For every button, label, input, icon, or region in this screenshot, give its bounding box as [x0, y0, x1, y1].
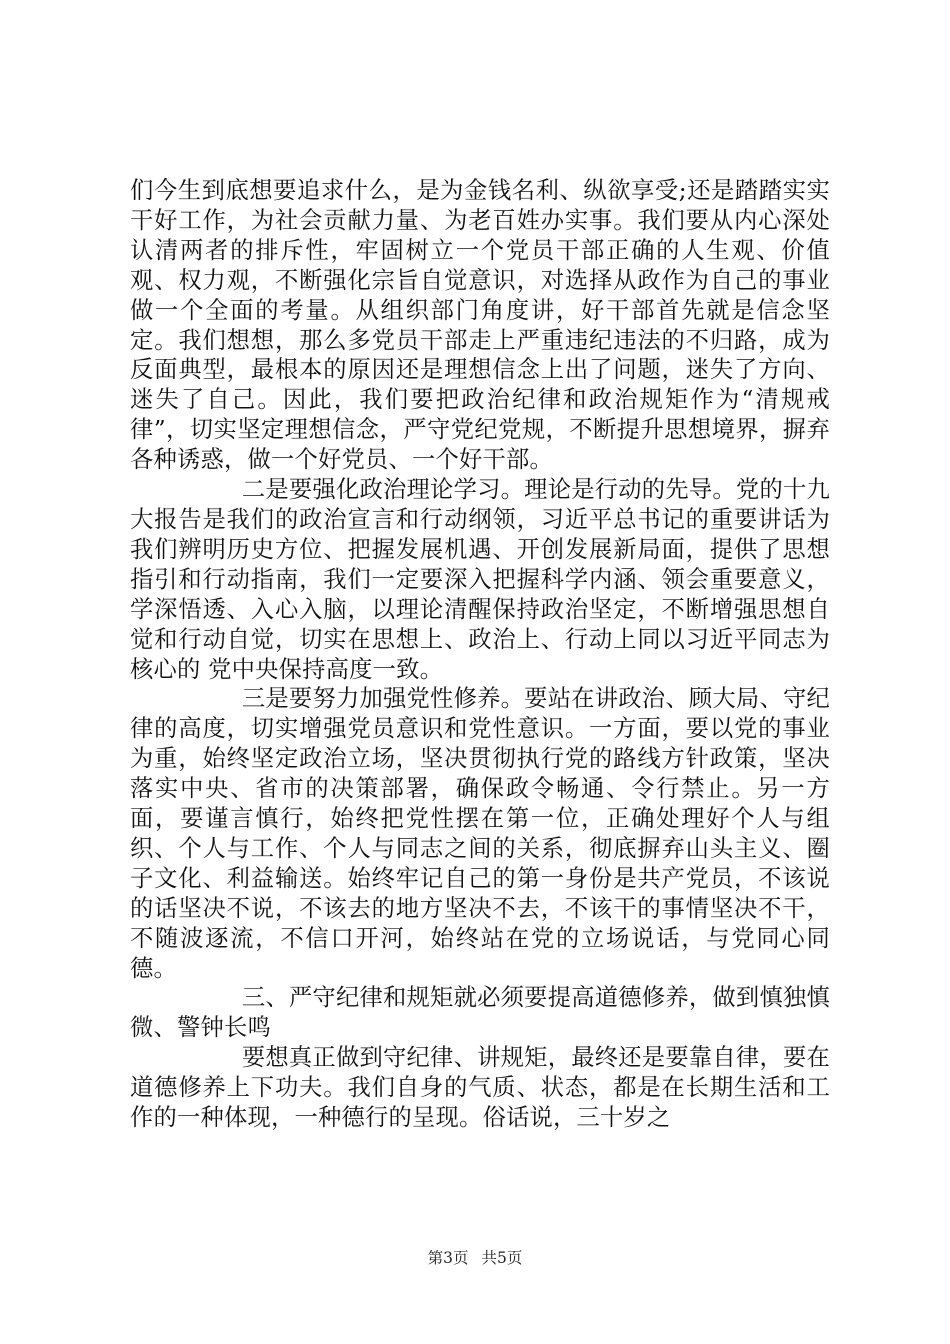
document-body	[130, 176, 830, 1133]
section-heading: 三、严守纪律和规矩就必须要提高道德修养，做到慎独慎微、警钟长鸣	[130, 984, 830, 1042]
page-footer	[0, 1246, 950, 1268]
page-total: 共5页	[481, 1249, 523, 1267]
page-number: 第3页	[427, 1249, 469, 1267]
paragraph-3: 三是要努力加强党性修养。要站在讲政治、顾大局、守纪律的高度，切实增强党员意识和党性意识。一方面，要以党的事业为重，始终坚定政治立场，坚决贯彻执行党的路线方针政策，坚决落实中央、省市的决策部署，确保政令畅通、令行禁止。另一方面，要谨言慎行，始终把党性摆在第一位，正确处理好个人与组织、个人与工作、个人与同志之间的关系，彻底摒弃山头主义、圈子文化、利益输送。始终牢记自己的第一身份是共产党员，不该说的话坚决不说，不该去的地方坚决不去，不该干的事情坚决不干，不随波逐流，不信口开河，始终站在党的立场说话，与党同心同德。	[130, 685, 830, 982]
paragraph-1: 们今生到底想要追求什么，是为金钱名利、纵欲享受;还是踏踏实实干好工作，为社会贡献力量、为老百姓办实事。我们要从内心深处认清两者的排斥性，牢固树立一个党员干部正确的人生观、价值观、权力观，不断强化宗旨自觉意识，对选择从政作为自己的事业做一个全面的考量。从组织部门角度讲，好干部首先就是信念坚定。我们想想，那么多党员干部走上严重违纪违法的不归路，成为反面典型，最根本的原因还是理想信念上出了问题，迷失了方向、迷失了自己。因此，我们要把政治纪律和政治规矩作为“清规戒律”，切实坚定理想信念，严守党纪党规，不断提升思想境界，摒弃各种诱惑，做一个好党员、一个好干部。	[130, 177, 830, 474]
paragraph-4: 要想真正做到守纪律、讲规矩，最终还是要靠自律，要在道德修养上下功夫。我们自身的气质、状态，都是在长期生活和工作的一种体现，一种德行的呈现。俗话说，三十岁之	[130, 1044, 830, 1132]
paragraph-2: 二是要强化政治理论学习。理论是行动的先导。党的十九大报告是我们的政治宣言和行动纲领，习近平总书记的重要讲话为我们辨明历史方位、把握发展机遇、开创发展新局面，提供了思想指引和行动指南，我们一定要深入把握科学内涵、领会重要意义，学深悟透、入心入脑，以理论清醒保持政治坚定，不断增强思想自觉和行动自觉，切实在思想上、政治上、行动上同以习近平同志为核心的 党中央保持高度一致。	[130, 476, 830, 683]
